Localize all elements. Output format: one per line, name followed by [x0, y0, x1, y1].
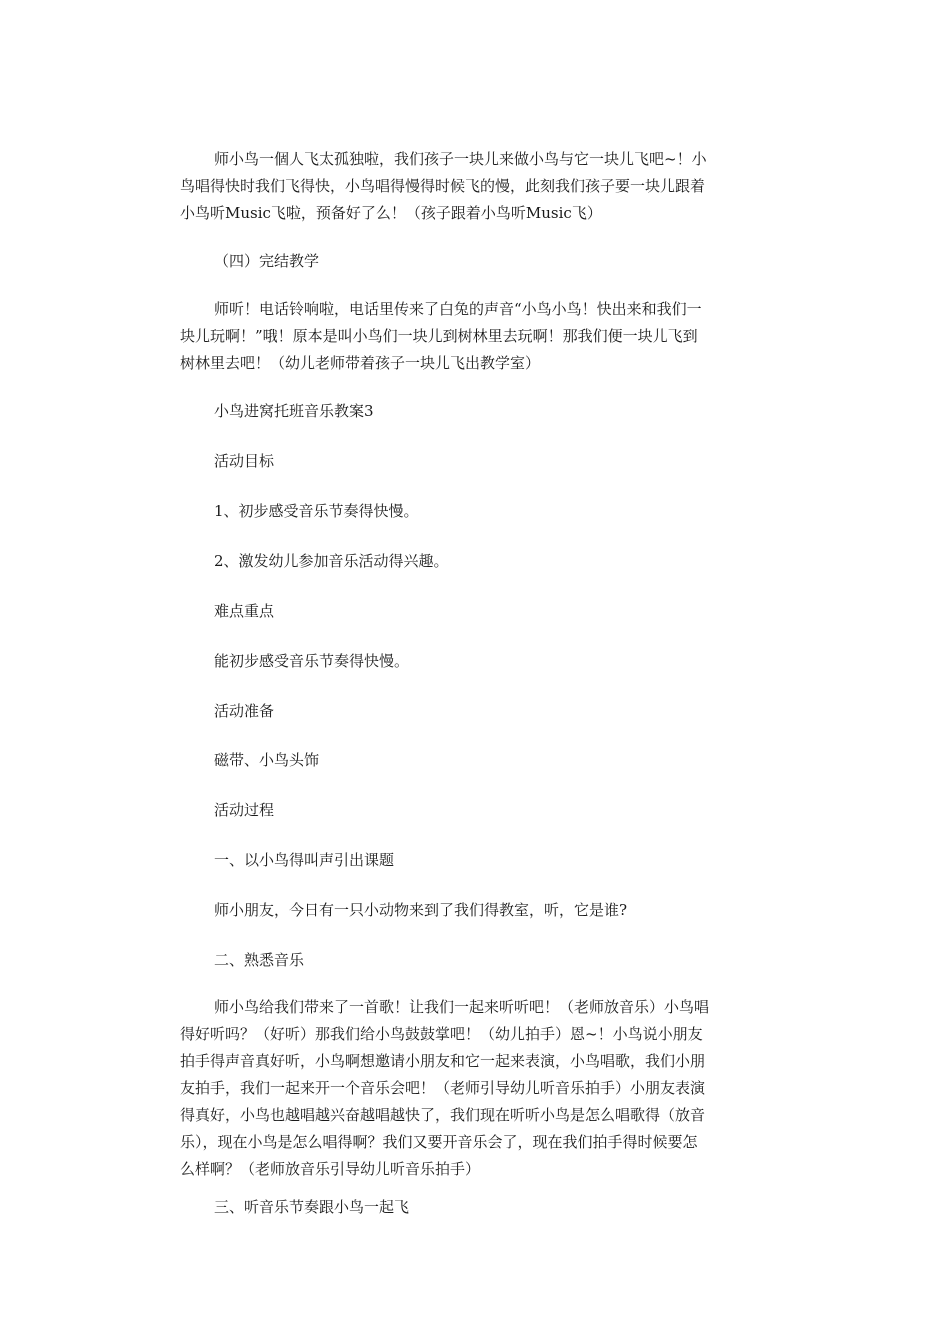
step-2-heading [180, 947, 774, 974]
text-line: 师小朋友，今日有一只小动物来到了我们得教室，听，它是谁? [214, 901, 628, 919]
text-line: 得好听吗？（好听）那我们给小鸟鼓鼓掌吧！（幼儿拍手）恩~！小鸟说小朋友 [180, 1025, 703, 1043]
text-line: 师听！电话铃响啦，电话里传来了白兔的声音“小鸟小鸟！快出来和我们一 [214, 300, 702, 318]
goal-item-1 [180, 498, 774, 525]
text-line: 三、听音乐节奏跟小鸟一起飞 [214, 1198, 410, 1216]
heading-process [180, 797, 774, 824]
text-line: 鸟唱得快时我们飞得快，小鸟唱得慢得时候飞的慢，此刻我们孩子要一块儿跟着 [180, 177, 706, 195]
goal-item-2 [180, 548, 774, 575]
heading-preparation [180, 698, 774, 725]
text-line: 一、以小鸟得叫声引出课题 [214, 851, 395, 869]
paragraph-phone-rings [180, 296, 774, 377]
text-line: 1、初步感受音乐节奏得快慢。 [214, 502, 419, 520]
text-line: 二、熟悉音乐 [214, 951, 305, 969]
text-line: 乐），现在小鸟是怎么唱得啊？我们又要开音乐会了，现在我们拍手得时候要怎 [180, 1133, 698, 1151]
section-heading-ending [180, 248, 774, 275]
text-line: 友拍手，我们一起来开一个音乐会吧！（老师引导幼儿听音乐拍手）小朋友表演 [180, 1079, 706, 1097]
text-line: 活动过程 [214, 801, 275, 819]
text-line: （四）完结教学 [214, 252, 320, 270]
heading-activity-goals [180, 448, 774, 475]
text-line: 小鸟听Music飞啦，预备好了么！（孩子跟着小鸟听Music飞） [180, 204, 602, 222]
step-3-heading [180, 1194, 774, 1221]
text-line: 2、激发幼儿参加音乐活动得兴趣。 [214, 552, 449, 570]
text-line: 拍手得声音真好听，小鸟啊想邀请小朋友和它一起来表演，小鸟唱歌，我们小朋 [180, 1052, 706, 1070]
text-line: 活动准备 [214, 702, 275, 720]
text-line: 么样啊？（老师放音乐引导幼儿听音乐拍手） [180, 1160, 481, 1178]
text-line: 磁带、小鸟头饰 [214, 751, 320, 769]
text-line: 块儿玩啊！”哦！原本是叫小鸟们一块儿到树林里去玩啊！那我们便一块儿飞到 [180, 327, 698, 345]
text-line: 难点重点 [214, 602, 275, 620]
text-line: 师小鸟给我们带来了一首歌！让我们一起来听听吧！（老师放音乐）小鸟唱 [214, 998, 710, 1016]
preparation-text [180, 747, 774, 774]
paragraph-bird-flying [180, 146, 774, 227]
text-line: 得真好，小鸟也越唱越兴奋越唱越快了，我们现在听听小鸟是怎么唱歌得（放音 [180, 1106, 706, 1124]
step-1-text [180, 897, 774, 924]
step-1-heading [180, 847, 774, 874]
step-2-text [180, 994, 774, 1183]
lesson-title [180, 398, 774, 425]
text-line: 师小鸟一個人飞太孤独啦，我们孩子一块儿来做小鸟与它一块儿飞吧~！小 [214, 150, 707, 168]
text-line: 活动目标 [214, 452, 275, 470]
text-line: 小鸟进窝托班音乐教案3 [214, 402, 374, 420]
heading-key-points [180, 598, 774, 625]
key-point-text [180, 648, 774, 675]
text-line: 树林里去吧！（幼儿老师带着孩子一块儿飞出教学室） [180, 354, 541, 372]
text-line: 能初步感受音乐节奏得快慢。 [214, 652, 410, 670]
